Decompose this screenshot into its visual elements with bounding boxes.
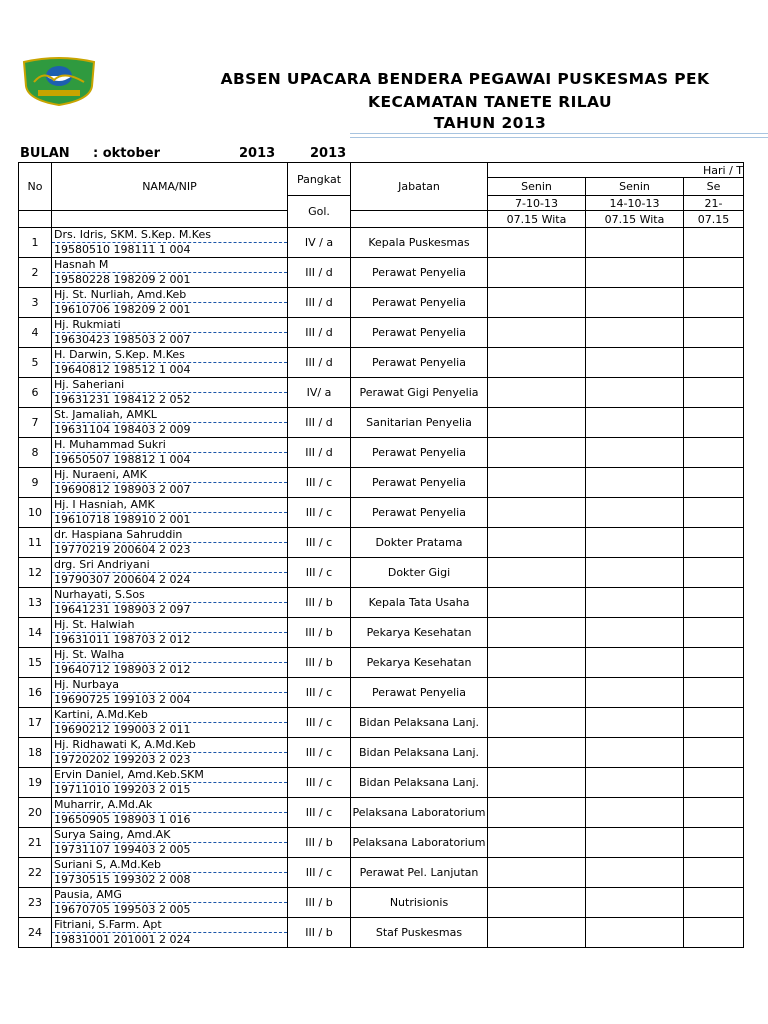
table-row xyxy=(19,678,744,708)
employee-name: Hj. St. Nurliah, Amd.Keb xyxy=(54,288,187,301)
golongan-cell: III / c xyxy=(288,708,351,738)
employee-nip: 19631104 198403 2 009 xyxy=(52,422,287,437)
jabatan-cell: Dokter Pratama xyxy=(351,528,488,558)
month-value: : oktober xyxy=(93,146,160,161)
attendance-cell[interactable] xyxy=(684,438,744,468)
row-number: 1 xyxy=(19,228,52,258)
attendance-cell[interactable] xyxy=(586,858,684,888)
row-number: 5 xyxy=(19,348,52,378)
employee-name: Hj. Nurbaya xyxy=(54,678,120,691)
name-nip-cell xyxy=(52,378,288,408)
attendance-cell[interactable] xyxy=(488,618,586,648)
employee-nip: 19631231 198412 2 052 xyxy=(52,392,287,407)
attendance-cell[interactable] xyxy=(684,588,744,618)
employee-nip: 19690812 198903 2 007 xyxy=(52,482,287,497)
golongan-cell: IV/ a xyxy=(288,378,351,408)
row-number: 23 xyxy=(19,888,52,918)
name-nip-cell xyxy=(52,498,288,528)
name-nip-cell xyxy=(52,468,288,498)
attendance-cell[interactable] xyxy=(488,528,586,558)
attendance-cell[interactable] xyxy=(684,528,744,558)
employee-nip: 19580228 198209 2 001 xyxy=(52,272,287,287)
employee-name: Hj. Ridhawati K, A.Md.Keb xyxy=(54,738,196,751)
attendance-cell[interactable] xyxy=(586,678,684,708)
jabatan-cell: Perawat Gigi Penyelia xyxy=(351,378,488,408)
header-pangkat: Pangkat xyxy=(288,163,351,196)
attendance-cell[interactable] xyxy=(488,468,586,498)
header-time: 07.15 Wita xyxy=(488,211,586,228)
name-nip-cell xyxy=(52,558,288,588)
attendance-cell[interactable] xyxy=(488,258,586,288)
jabatan-cell: Kepala Tata Usaha xyxy=(351,588,488,618)
employee-nip: 19630423 198503 2 007 xyxy=(52,332,287,347)
jabatan-cell: Sanitarian Penyelia xyxy=(351,408,488,438)
attendance-cell[interactable] xyxy=(684,468,744,498)
attendance-cell[interactable] xyxy=(684,288,744,318)
name-nip-cell xyxy=(52,318,288,348)
attendance-cell[interactable] xyxy=(586,228,684,258)
year-value: 2013 xyxy=(239,146,276,161)
row-number: 20 xyxy=(19,798,52,828)
jabatan-cell: Pelaksana Laboratorium xyxy=(351,828,488,858)
attendance-cell[interactable] xyxy=(586,438,684,468)
name-nip-cell xyxy=(52,678,288,708)
table-row xyxy=(19,558,744,588)
row-number: 18 xyxy=(19,738,52,768)
golongan-cell: III / d xyxy=(288,438,351,468)
jabatan-cell: Perawat Penyelia xyxy=(351,288,488,318)
row-number: 3 xyxy=(19,288,52,318)
attendance-cell[interactable] xyxy=(684,348,744,378)
name-nip-cell xyxy=(52,408,288,438)
attendance-cell[interactable] xyxy=(684,858,744,888)
attendance-cell[interactable] xyxy=(586,888,684,918)
attendance-cell[interactable] xyxy=(586,708,684,738)
row-number: 13 xyxy=(19,588,52,618)
golongan-cell: IV / a xyxy=(288,228,351,258)
header-time: 07.15 xyxy=(684,211,744,228)
attendance-cell[interactable] xyxy=(488,378,586,408)
name-nip-cell xyxy=(52,228,288,258)
name-nip-cell xyxy=(52,258,288,288)
employee-name: Drs. Idris, SKM. S.Kep. M.Kes xyxy=(54,228,211,241)
jabatan-cell: Pekarya Kesehatan xyxy=(351,648,488,678)
jabatan-cell: Bidan Pelaksana Lanj. xyxy=(351,738,488,768)
employee-nip: 19770219 200604 2 023 xyxy=(52,542,287,557)
employee-name: drg. Sri Andriyani xyxy=(54,558,150,571)
golongan-cell: III / b xyxy=(288,588,351,618)
jabatan-cell: Perawat Penyelia xyxy=(351,498,488,528)
jabatan-cell: Bidan Pelaksana Lanj. xyxy=(351,768,488,798)
table-row xyxy=(19,648,744,678)
title-divider xyxy=(350,133,768,134)
table-row xyxy=(19,918,744,948)
employee-nip: 19730515 199302 2 008 xyxy=(52,872,287,887)
header-day: Senin xyxy=(488,178,586,196)
table-row xyxy=(19,348,744,378)
golongan-cell: III / c xyxy=(288,678,351,708)
employee-name: Hj. St. Halwiah xyxy=(54,618,135,631)
employee-name: Ervin Daniel, Amd.Keb.SKM xyxy=(54,768,204,781)
employee-nip: 19610718 198910 2 001 xyxy=(52,512,287,527)
attendance-cell[interactable] xyxy=(684,738,744,768)
attendance-cell[interactable] xyxy=(586,468,684,498)
golongan-cell: III / c xyxy=(288,498,351,528)
golongan-cell: III / d xyxy=(288,348,351,378)
row-number: 10 xyxy=(19,498,52,528)
table-row xyxy=(19,828,744,858)
attendance-cell[interactable] xyxy=(684,888,744,918)
jabatan-cell: Dokter Gigi xyxy=(351,558,488,588)
attendance-cell[interactable] xyxy=(488,288,586,318)
employee-nip: 19650507 198812 1 004 xyxy=(52,452,287,467)
golongan-cell: III / c xyxy=(288,528,351,558)
name-nip-cell xyxy=(52,618,288,648)
employee-nip: 19711010 199203 2 015 xyxy=(52,782,287,797)
employee-nip: 19641231 198903 2 097 xyxy=(52,602,287,617)
attendance-cell[interactable] xyxy=(488,228,586,258)
golongan-cell: III / b xyxy=(288,648,351,678)
attendance-cell[interactable] xyxy=(684,318,744,348)
name-nip-cell xyxy=(52,288,288,318)
attendance-cell[interactable] xyxy=(684,558,744,588)
attendance-cell[interactable] xyxy=(684,618,744,648)
employee-name: Muharrir, A.Md.Ak xyxy=(54,798,153,811)
name-nip-cell xyxy=(52,438,288,468)
employee-nip: 19831001 201001 2 024 xyxy=(52,932,287,947)
employee-name: Surya Saing, Amd.AK xyxy=(54,828,171,841)
row-number: 4 xyxy=(19,318,52,348)
golongan-cell: III / b xyxy=(288,918,351,948)
employee-name: Hj. St. Walha xyxy=(54,648,125,661)
attendance-cell[interactable] xyxy=(586,498,684,528)
name-nip-cell xyxy=(52,768,288,798)
employee-nip: 19640712 198903 2 012 xyxy=(52,662,287,677)
table-row xyxy=(19,438,744,468)
name-nip-cell xyxy=(52,648,288,678)
jabatan-cell: Perawat Penyelia xyxy=(351,318,488,348)
employee-nip: 19670705 199503 2 005 xyxy=(52,902,287,917)
table-row xyxy=(19,618,744,648)
golongan-cell: III / d xyxy=(288,408,351,438)
attendance-cell[interactable] xyxy=(586,918,684,948)
jabatan-cell: Perawat Pel. Lanjutan xyxy=(351,858,488,888)
employee-name: St. Jamaliah, AMKL xyxy=(54,408,157,421)
row-number: 14 xyxy=(19,618,52,648)
header-gol: Gol. xyxy=(288,196,351,228)
table-row xyxy=(19,708,744,738)
employee-name: Fitriani, S.Farm. Apt xyxy=(54,918,162,931)
document-title-line2: KECAMATAN TANETE RILAU xyxy=(368,93,612,111)
employee-nip: 19650905 198903 1 016 xyxy=(52,812,287,827)
name-nip-cell xyxy=(52,738,288,768)
golongan-cell: III / c xyxy=(288,738,351,768)
attendance-cell[interactable] xyxy=(586,318,684,348)
golongan-cell: III / b xyxy=(288,618,351,648)
employee-nip: 19790307 200604 2 024 xyxy=(52,572,287,587)
row-number: 8 xyxy=(19,438,52,468)
attendance-cell[interactable] xyxy=(488,498,586,528)
header-time: 07.15 Wita xyxy=(586,211,684,228)
table-row xyxy=(19,228,744,258)
header-day: Se xyxy=(684,178,744,196)
jabatan-cell: Kepala Puskesmas xyxy=(351,228,488,258)
jabatan-cell: Pelaksana Laboratorium xyxy=(351,798,488,828)
row-number: 6 xyxy=(19,378,52,408)
attendance-cell[interactable] xyxy=(488,438,586,468)
attendance-cell[interactable] xyxy=(488,858,586,888)
attendance-cell[interactable] xyxy=(586,288,684,318)
header-day: Senin xyxy=(586,178,684,196)
attendance-cell[interactable] xyxy=(684,648,744,678)
golongan-cell: III / c xyxy=(288,798,351,828)
attendance-cell[interactable] xyxy=(586,798,684,828)
name-nip-cell xyxy=(52,858,288,888)
golongan-cell: III / c xyxy=(288,768,351,798)
attendance-cell[interactable] xyxy=(488,708,586,738)
attendance-cell[interactable] xyxy=(488,408,586,438)
attendance-cell[interactable] xyxy=(586,768,684,798)
attendance-cell[interactable] xyxy=(586,408,684,438)
employee-name: Suriani S, A.Md.Keb xyxy=(54,858,161,871)
attendance-cell[interactable] xyxy=(586,648,684,678)
header-date: 7-10-13 xyxy=(488,196,586,211)
jabatan-cell: Pekarya Kesehatan xyxy=(351,618,488,648)
attendance-cell[interactable] xyxy=(488,648,586,678)
row-number: 19 xyxy=(19,768,52,798)
document-title-line3: TAHUN 2013 xyxy=(433,114,547,132)
employee-name: Hasnah M xyxy=(54,258,109,271)
golongan-cell: III / c xyxy=(288,558,351,588)
attendance-cell[interactable] xyxy=(488,798,586,828)
attendance-cell[interactable] xyxy=(488,558,586,588)
header-no-cont xyxy=(19,211,52,228)
attendance-cell[interactable] xyxy=(684,918,744,948)
employee-name: Hj. Rukmiati xyxy=(54,318,121,331)
attendance-cell[interactable] xyxy=(488,918,586,948)
title-divider xyxy=(350,137,768,138)
row-number: 17 xyxy=(19,708,52,738)
attendance-cell[interactable] xyxy=(684,708,744,738)
row-number: 16 xyxy=(19,678,52,708)
employee-name: Hj. Saheriani xyxy=(54,378,125,391)
employee-nip: 19580510 198111 1 004 xyxy=(52,242,287,257)
attendance-cell[interactable] xyxy=(684,678,744,708)
row-number: 15 xyxy=(19,648,52,678)
jabatan-cell: Perawat Penyelia xyxy=(351,678,488,708)
employee-name: dr. Haspiana Sahruddin xyxy=(54,528,183,541)
attendance-cell[interactable] xyxy=(684,228,744,258)
table-row xyxy=(19,258,744,288)
name-nip-cell xyxy=(52,798,288,828)
table-row xyxy=(19,318,744,348)
attendance-cell[interactable] xyxy=(586,558,684,588)
row-number: 2 xyxy=(19,258,52,288)
employee-name: H. Muhammad Sukri xyxy=(54,438,166,451)
row-number: 24 xyxy=(19,918,52,948)
attendance-cell[interactable] xyxy=(488,888,586,918)
table-row xyxy=(19,888,744,918)
table-row xyxy=(19,768,744,798)
employee-name: Kartini, A.Md.Keb xyxy=(54,708,148,721)
table-row xyxy=(19,468,744,498)
employee-name: Nurhayati, S.Sos xyxy=(54,588,145,601)
name-nip-cell xyxy=(52,588,288,618)
name-nip-cell xyxy=(52,708,288,738)
attendance-cell[interactable] xyxy=(586,828,684,858)
name-nip-cell xyxy=(52,348,288,378)
header-hari-tanggal: Hari / T xyxy=(488,163,744,178)
attendance-cell[interactable] xyxy=(684,258,744,288)
header-date: 14-10-13 xyxy=(586,196,684,211)
attendance-cell[interactable] xyxy=(684,378,744,408)
employee-name: Hj. I Hasniah, AMK xyxy=(54,498,155,511)
attendance-cell[interactable] xyxy=(586,528,684,558)
jabatan-cell: Staf Puskesmas xyxy=(351,918,488,948)
month-label: BULAN xyxy=(20,146,70,161)
table-row xyxy=(19,528,744,558)
header-jabatan: Jabatan xyxy=(351,163,488,211)
table-row xyxy=(19,798,744,828)
attendance-cell[interactable] xyxy=(488,348,586,378)
year-value: 2013 xyxy=(310,146,347,161)
golongan-cell: III / b xyxy=(288,828,351,858)
jabatan-cell: Nutrisionis xyxy=(351,888,488,918)
attendance-cell[interactable] xyxy=(586,738,684,768)
jabatan-cell: Perawat Penyelia xyxy=(351,438,488,468)
table-row xyxy=(19,738,744,768)
attendance-cell[interactable] xyxy=(586,258,684,288)
header-nama-nip: NAMA/NIP xyxy=(52,163,288,211)
attendance-cell[interactable] xyxy=(488,318,586,348)
employee-name: Pausia, AMG xyxy=(54,888,122,901)
attendance-cell[interactable] xyxy=(586,348,684,378)
attendance-cell[interactable] xyxy=(586,588,684,618)
table-row xyxy=(19,288,744,318)
employee-name: Hj. Nuraeni, AMK xyxy=(54,468,147,481)
table-row xyxy=(19,408,744,438)
row-number: 12 xyxy=(19,558,52,588)
employee-nip: 19690725 199103 2 004 xyxy=(52,692,287,707)
golongan-cell: III / c xyxy=(288,858,351,888)
attendance-cell[interactable] xyxy=(488,768,586,798)
barru-regency-logo xyxy=(20,56,98,106)
attendance-cell[interactable] xyxy=(684,408,744,438)
name-nip-cell xyxy=(52,528,288,558)
header-jabatan-cont xyxy=(351,211,488,228)
name-nip-cell xyxy=(52,888,288,918)
jabatan-cell: Perawat Penyelia xyxy=(351,348,488,378)
attendance-cell[interactable] xyxy=(684,768,744,798)
employee-nip: 19610706 198209 2 001 xyxy=(52,302,287,317)
employee-nip: 19720202 199203 2 023 xyxy=(52,752,287,767)
row-number: 21 xyxy=(19,828,52,858)
attendance-cell[interactable] xyxy=(586,378,684,408)
jabatan-cell: Bidan Pelaksana Lanj. xyxy=(351,708,488,738)
golongan-cell: III / d xyxy=(288,318,351,348)
attendance-cell[interactable] xyxy=(488,678,586,708)
header-nama-cont xyxy=(52,211,288,228)
row-number: 11 xyxy=(19,528,52,558)
table-row xyxy=(19,858,744,888)
golongan-cell: III / d xyxy=(288,288,351,318)
golongan-cell: III / c xyxy=(288,468,351,498)
attendance-cell[interactable] xyxy=(586,618,684,648)
table-row xyxy=(19,498,744,528)
table-row xyxy=(19,378,744,408)
employee-name: H. Darwin, S.Kep. M.Kes xyxy=(54,348,185,361)
attendance-cell[interactable] xyxy=(488,828,586,858)
header-date: 21- xyxy=(684,196,744,211)
attendance-cell[interactable] xyxy=(684,828,744,858)
attendance-cell[interactable] xyxy=(488,588,586,618)
attendance-cell[interactable] xyxy=(488,738,586,768)
row-number: 22 xyxy=(19,858,52,888)
row-number: 9 xyxy=(19,468,52,498)
golongan-cell: III / b xyxy=(288,888,351,918)
attendance-table xyxy=(18,162,744,948)
attendance-cell[interactable] xyxy=(684,498,744,528)
employee-nip: 19690212 199003 2 011 xyxy=(52,722,287,737)
jabatan-cell: Perawat Penyelia xyxy=(351,468,488,498)
employee-nip: 19640812 198512 1 004 xyxy=(52,362,287,377)
document-title-line1: ABSEN UPACARA BENDERA PEGAWAI PUSKESMAS PEK xyxy=(220,70,710,88)
employee-nip: 19731107 199403 2 005 xyxy=(52,842,287,857)
name-nip-cell xyxy=(52,828,288,858)
row-number: 7 xyxy=(19,408,52,438)
header-no: No xyxy=(19,163,52,211)
employee-nip: 19631011 198703 2 012 xyxy=(52,632,287,647)
attendance-cell[interactable] xyxy=(684,798,744,828)
name-nip-cell xyxy=(52,918,288,948)
table-row xyxy=(19,588,744,618)
jabatan-cell: Perawat Penyelia xyxy=(351,258,488,288)
golongan-cell: III / d xyxy=(288,258,351,288)
